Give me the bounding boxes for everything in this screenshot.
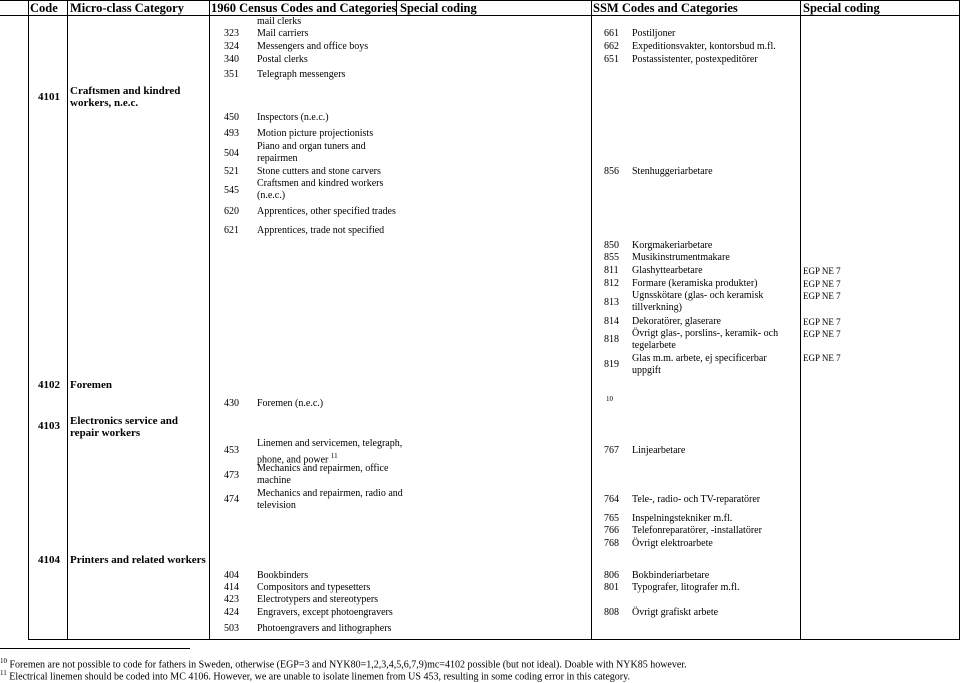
ssm-label: Tele-, radio- och TV-reparatörer: [632, 494, 761, 505]
census-label: Photoengravers and lithographers: [257, 623, 392, 634]
census-label: Messengers and office boys: [257, 41, 369, 52]
census-label: mail clerks: [257, 16, 302, 27]
ssm-code: 808: [604, 607, 619, 618]
special-coding: EGP NE 7: [803, 291, 841, 301]
ssm-label: Övrigt elektroarbete: [632, 538, 713, 549]
census-code: 503: [224, 623, 239, 634]
census-code: 545: [224, 185, 239, 196]
census-label: Motion picture projectionists: [257, 128, 374, 139]
group-code: 4104: [38, 554, 60, 566]
ssm-code: 855: [604, 252, 619, 263]
census-label: Inspectors (n.e.c.): [257, 112, 329, 123]
census-code: 414: [224, 582, 239, 593]
census-code: 453: [224, 445, 239, 456]
header-micro-class: Micro-class Category: [70, 1, 184, 15]
group-code: 4103: [38, 420, 60, 432]
census-code: 323: [224, 28, 239, 39]
census-code: 474: [224, 494, 239, 505]
ssm-label: Ugnsskötare (glas- och keramisk tillverkning): [632, 290, 764, 313]
ssm-code: 811: [604, 265, 619, 276]
ssm-code: 818: [604, 334, 619, 345]
ssm-label: Postassistenter, postexpeditörer: [632, 54, 758, 65]
ssm-label: Korgmakeriarbetare: [632, 240, 713, 251]
census-code: 340: [224, 54, 239, 65]
footnote-11: [0, 667, 630, 683]
ssm-label: Musikinstrumentmakare: [632, 252, 730, 263]
census-label: Mail carriers: [257, 28, 309, 39]
group-code: 4101: [38, 91, 60, 103]
census-label: Foremen (n.e.c.): [257, 398, 324, 409]
ssm-code: 812: [604, 278, 619, 289]
census-label: Craftsmen and kindred workers (n.e.c.): [257, 178, 384, 201]
census-code: 621: [224, 225, 239, 236]
ssm-label: Glashyttearbetare: [632, 265, 703, 276]
census-label: Engravers, except photoengravers: [257, 607, 393, 618]
census-label: Stone cutters and stone carvers: [257, 166, 381, 177]
ssm-code: 850: [604, 240, 619, 251]
census-label: Telegraph messengers: [257, 69, 346, 80]
header-special-coding-1: Special coding: [400, 1, 477, 15]
census-code: 324: [224, 41, 239, 52]
census-label: Electrotypers and stereotypers: [257, 594, 379, 605]
ssm-code: 814: [604, 316, 619, 327]
ssm-code: 662: [604, 41, 619, 52]
ssm-code: 801: [604, 582, 619, 593]
ssm-label: Typografer, litografer m.fl.: [632, 582, 740, 593]
census-label: Bookbinders: [257, 570, 309, 581]
group-name: Electronics service and repair workers: [70, 415, 178, 439]
ssm-label: Expeditionsvakter, kontorsbud m.fl.: [632, 41, 776, 52]
census-code: 493: [224, 128, 239, 139]
header-ssm: SSM Codes and Categories: [593, 1, 738, 15]
census-code: 473: [224, 470, 239, 481]
special-coding: EGP NE 7: [803, 266, 841, 276]
group-name: Printers and related workers: [70, 554, 206, 566]
ssm-label: Formare (keramiska produkter): [632, 278, 758, 289]
census-code: 424: [224, 607, 239, 618]
ssm-label: Inspelningstekniker m.fl.: [632, 513, 733, 524]
census-code: 430: [224, 398, 239, 409]
census-code: 404: [224, 570, 239, 581]
footnote-ref-10: 10: [606, 395, 613, 403]
footnote-mark: 11: [0, 669, 7, 677]
census-label: Apprentices, other specified trades: [257, 206, 396, 217]
census-label: Mechanics and repairmen, office machine: [257, 463, 389, 486]
group-name: Foremen: [70, 379, 112, 391]
special-coding: EGP NE 7: [803, 329, 841, 339]
census-code: 521: [224, 166, 239, 177]
census-code: 351: [224, 69, 239, 80]
header-census-1960: 1960 Census Codes and Categories: [211, 1, 397, 15]
ssm-code: 819: [604, 359, 619, 370]
special-coding: EGP NE 7: [803, 353, 841, 363]
ssm-label: Linjearbetare: [632, 445, 686, 456]
footnote-mark: 10: [0, 657, 7, 665]
ssm-code: 813: [604, 297, 619, 308]
census-code: 450: [224, 112, 239, 123]
ssm-label: Stenhuggeriarbetare: [632, 166, 713, 177]
ssm-code: 661: [604, 28, 619, 39]
ssm-code: 768: [604, 538, 619, 549]
ssm-code: 856: [604, 166, 619, 177]
census-code: 504: [224, 148, 239, 159]
ssm-label: Postiljoner: [632, 28, 676, 39]
header-code: Code: [30, 1, 58, 15]
ssm-code: 766: [604, 525, 619, 536]
census-code: 423: [224, 594, 239, 605]
census-label: Piano and organ tuners and repairmen: [257, 141, 366, 164]
ssm-label: Övrigt glas-, porslins-, keramik- och tegelarbete: [632, 328, 779, 351]
census-label: Apprentices, trade not specified: [257, 225, 385, 236]
ssm-label: Glas m.m. arbete, ej specificerbar uppgift: [632, 353, 767, 376]
ssm-label: Övrigt grafiskt arbete: [632, 607, 719, 618]
census-label: Compositors and typesetters: [257, 582, 371, 593]
ssm-label: Dekoratörer, glaserare: [632, 316, 721, 327]
ssm-label: Telefonreparatörer, -installatörer: [632, 525, 762, 536]
group-name: Craftsmen and kindred workers, n.e.c.: [70, 85, 181, 109]
special-coding: EGP NE 7: [803, 279, 841, 289]
census-label-text: Linemen and servicemen, telegraph, phone, and power: [257, 438, 403, 466]
ssm-code: 651: [604, 54, 619, 65]
special-coding: EGP NE 7: [803, 317, 841, 327]
footnote-text: Foremen are not possible to code for fathers in Sweden, otherwise (EGP=3 and NYK80=1,2,3,4,5,6,7,9)mc=4102 possible (but not ideal). Doable with NYK85 however.: [9, 659, 687, 671]
ssm-code: 764: [604, 494, 619, 505]
census-label: Postal clerks: [257, 54, 308, 65]
ssm-code: 765: [604, 513, 619, 524]
ssm-code: 806: [604, 570, 619, 581]
census-code: 620: [224, 206, 239, 217]
header-special-coding-2: Special coding: [803, 1, 880, 15]
ssm-label: Bokbinderiarbetare: [632, 570, 710, 581]
group-code: 4102: [38, 379, 60, 391]
footnote-ref-11: 11: [330, 452, 338, 460]
ssm-code: 767: [604, 445, 619, 456]
census-label: Mechanics and repairmen, radio and television: [257, 488, 403, 511]
footnote-text: Electrical linemen should be coded into MC 4106. However, we are unable to isolate linemen from US 453, resulting in some coding error in this category.: [9, 671, 630, 683]
